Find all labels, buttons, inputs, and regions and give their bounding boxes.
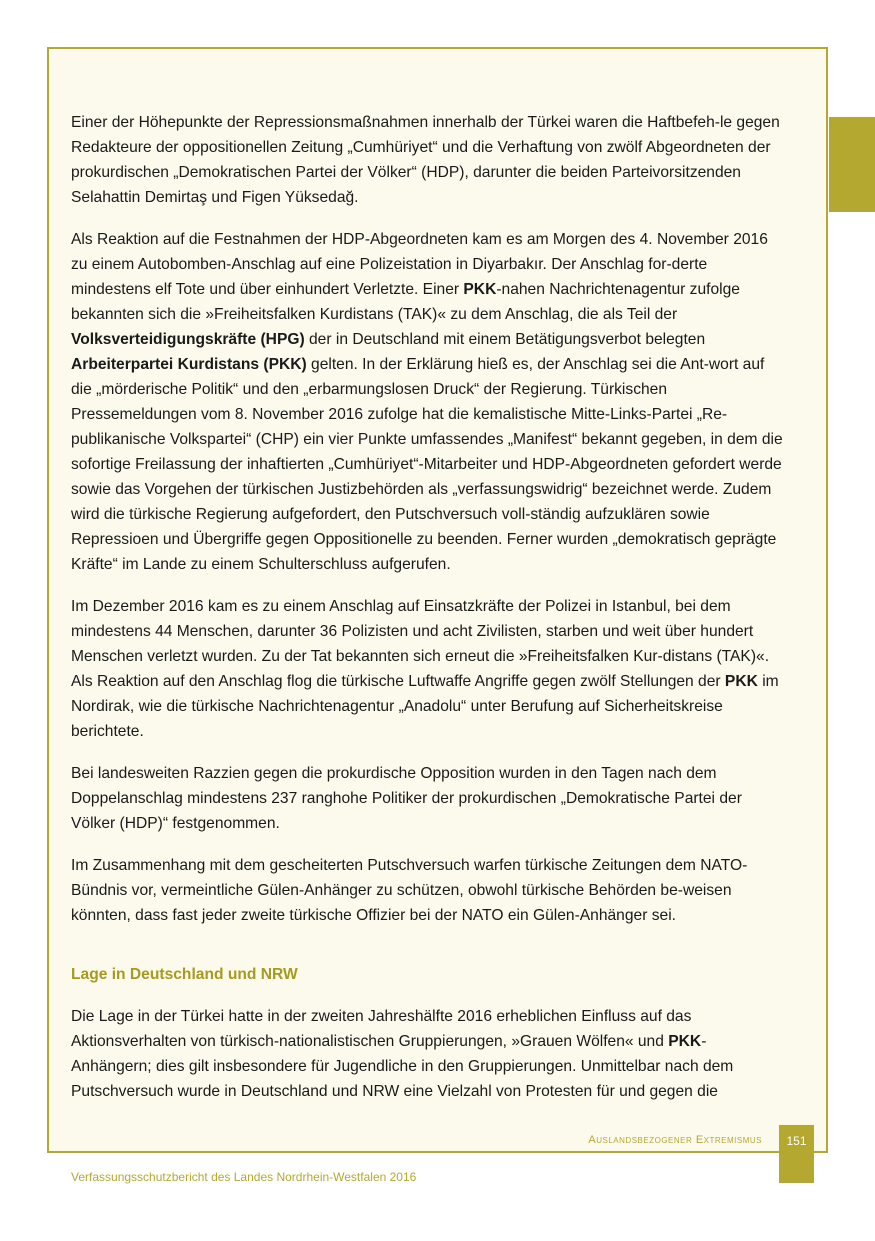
chapter-tab-marker [829,117,875,212]
paragraph-6: Die Lage in der Türkei hatte in der zweiten Jahreshälfte 2016 erheblichen Einfluss auf das Aktionsverhalten von türkisch-nationalistischen Gruppierungen, »Grauen Wölfen« und PKK-Anhängern; dies gilt insbesondere für Jugendliche in den Gruppierungen. Unmittelbar nach dem Putschversuch wurde in Deutschland und NRW eine Vielzahl von Protesten für und gegen die [71,1008,734,1100]
section-label: Auslandsbezogener Extremismus [588,1134,762,1146]
bold-term: PKK [463,281,497,298]
page-number-box [779,1125,814,1183]
bold-term: Arbeiterpartei Kurdistans (PKK) [71,356,307,373]
bold-term: Volksverteidigungskräfte (HPG) [71,331,305,348]
bold-term: PKK [668,1033,702,1050]
section-heading: Lage in Deutschland und NRW [71,966,298,983]
paragraph-2: Als Reaktion auf die Festnahmen der HDP-Abgeordneten kam es am Morgen des 4. November 2016 zu einem Autobomben-Anschlag auf eine Polizeistation in Diyarbakır. Der Anschlag for-derte mindestens elf Tote und über einhundert Verletzte. Einer PKK-nahen Nachrichtenagentur zufolge bekannten sich die »Freiheitsfalken Kurdistans (TAK)« zu dem Anschlag, die als Teil der Volksverteidigungskräfte (HPG) der in Deutschland mit einem Betätigungsverbot belegten Arbeiterpartei Kurdistans (PKK) gelten. In der Erklärung hieß es, der Anschlag sei die Ant-wort auf die „mörderische Politik“ und den „erbarmungslosen Druck“ der Regierung. Türkischen Pressemeldungen vom 8. November 2016 zufolge hat die kemalistische Mitte-Links-Partei „Re-publikanische Volkspartei“ (CHP) ein vier Punkte umfassendes „Manifest“ bekannt gegeben, in dem die sofortige Freilassung der inhaftierten „Cumhüriyet“-Mitarbeiter und HDP-Abgeordneten gefordert werde sowie das Vorgehen der türkischen Justizbehörden als „verfassungswidrig“ bezeichnet werde. Zudem wird die türkische Regierung aufgefordert, den Putschversuch voll-ständig aufzuklären sowie Repressioen und Übergriffe gegen Oppositionelle zu beenden. Ferner wurden „demokratisch geprägte Kräfte“ im Lande zu einem Schulterschluss aufgerufen. [71,231,783,573]
body-text [71,110,783,1121]
bold-term: PKK [724,673,758,690]
paragraph-1: Einer der Höhepunkte der Repressionsmaßnahmen innerhalb der Türkei waren die Haftbefeh-le gegen Redakteure der oppositionellen Zeitung „Cumhüriyet“ und die Verhaftung von zwölf Abgeordneten der prokurdischen „Demokratischen Partei der Völker“ (HDP), darunter die beiden Parteivorsitzenden Selahattin Demirtaş und Figen Yüksedağ. [71,114,780,206]
paragraph-4: Bei landesweiten Razzien gegen die prokurdische Opposition wurden in den Tagen nach dem Doppelanschlag mindestens 237 ranghohe Politiker der prokurdischen „Demokratische Partei der Völker (HDP)“ festgenommen. [71,765,742,832]
report-caption: Verfassungsschutzbericht des Landes Nordrhein-Westfalen 2016 [71,1170,417,1184]
page-number: 151 [786,1134,807,1148]
paragraph-3: Im Dezember 2016 kam es zu einem Anschlag auf Einsatzkräfte der Polizei in Istanbul, bei dem mindestens 44 Menschen, darunter 36 Polizisten und acht Zivilisten, starben und weit über hundert Menschen verletzt wurden. Zu der Tat bekannten sich erneut die »Freiheitsfalken Kur-distans (TAK)«. Als Reaktion auf den Anschlag flog die türkische Luftwaffe Angriffe gegen zwölf Stellungen der PKK im Nordirak, wie die türkische Nachrichtenagentur „Anadolu“ unter Berufung auf Sicherheitskreise berichtete. [71,598,779,740]
paragraph-5: Im Zusammenhang mit dem gescheiterten Putschversuch warfen türkische Zeitungen dem NATO-Bündnis vor, vermeintliche Gülen-Anhänger zu schützen, obwohl türkische Behörden be-weisen könnten, dass fast jeder zweite türkische Offizier bei der NATO ein Gülen-Anhänger sei. [71,857,748,924]
